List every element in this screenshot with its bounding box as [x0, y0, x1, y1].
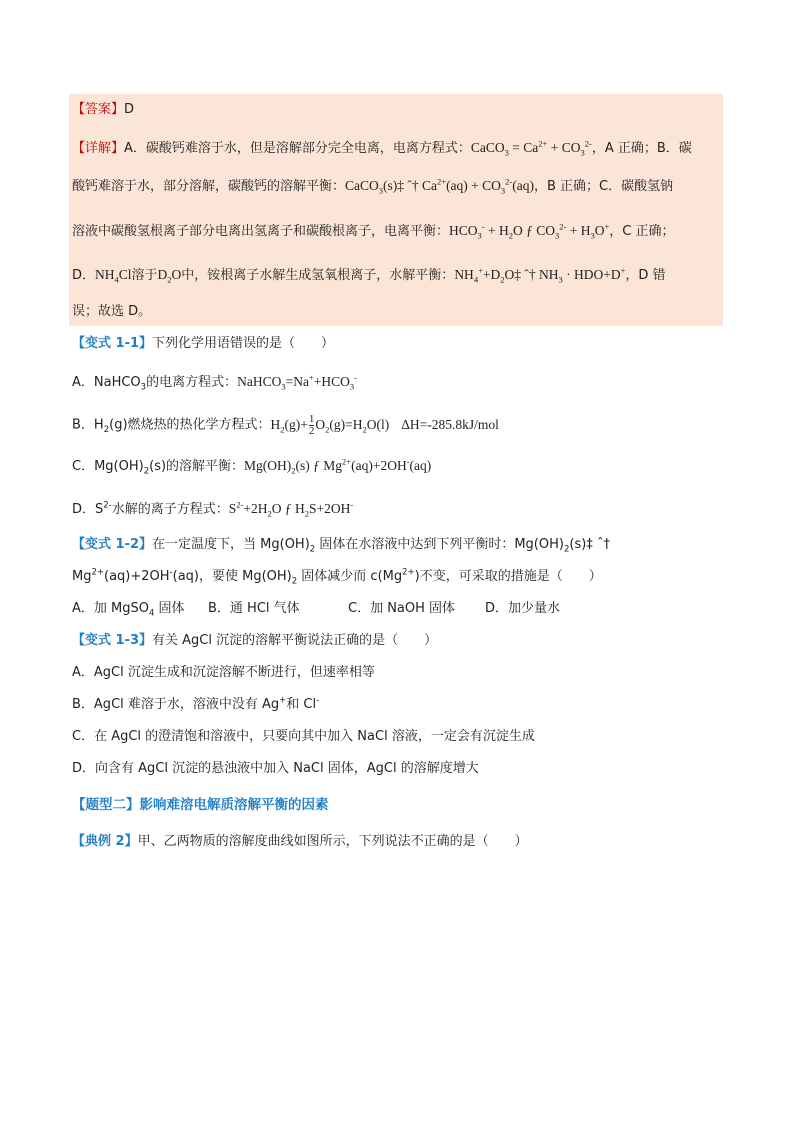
variant-1-1-option-d: D．$S^{2-}$水解的离子方程式：$S^{2-}+2H_2O$ ƒ $H_2S+2OH^-$: [72, 499, 354, 519]
formula-nh4cl: $NH_4Cl$: [95, 267, 132, 285]
answer-line: [72, 101, 134, 119]
equation-hco3-ionization: $HCO_3^- + H_2O$ ƒ $CO_3^{2-} + H_3O^+$: [449, 221, 610, 241]
variant-1-1-tag: 【变式 1-1】: [72, 336, 153, 351]
variant-1-1-option-c: C．$Mg(OH)_2(s)$的溶解平衡：$Mg(OH)_2(s)$ ƒ $Mg^{2+}(aq)+2OH^-(aq)$: [72, 456, 432, 477]
explanation-text: 溶液中碳酸氢根离子部分电离出氢离子和碳酸根离子，电离平衡：: [72, 224, 450, 239]
explanation-text: A．碳酸钙难溶于水，但是溶解部分完全电离，电离方程式：: [124, 141, 471, 156]
variant-1-3-option-d: D．向含有 AgCl 沉淀的悬浊液中加入 NaCl 固体，AgCl 的溶解度增大: [72, 761, 479, 776]
variant-1-3-option-c: C．在 AgCl 的澄清饱和溶液中，只要向其中加入 NaCl 溶液，一定会有沉淀生成: [72, 729, 535, 744]
explanation-line-1: [72, 139, 692, 158]
variant-1-2-tag: 【变式 1-2】: [72, 537, 153, 552]
explanation-line-5: [72, 303, 151, 321]
explanation-line-2: [72, 177, 673, 196]
option-a: A．加 MgSO$_4$ 固体: [72, 601, 185, 619]
variant-1-1-option-a: A．NaHCO$_3$的电离方程式：$NaHCO_3=Na^++HCO_3^-$: [72, 372, 357, 393]
variant-1-3-tag: 【变式 1-3】: [72, 633, 153, 648]
explanation-line-3: [72, 222, 675, 241]
answer-label: 【答案】: [72, 102, 125, 117]
variant-1-1-question: 【变式 1-1】下列化学用语错误的是（ ）: [72, 336, 335, 351]
answer-value: D: [124, 102, 135, 117]
explanation-line-4: D．$NH_4Cl$溶于$D_2O$中，铵根离子水解生成氢氧根离子，水解平衡：$NH_4^++D_2O\ddagger$ ˆ† $NH_3 \cdot HDO+D^+$，D 错: [72, 265, 666, 285]
example-2-tag: 【典例 2】: [72, 834, 138, 849]
option-b: B．通 HCl 气体: [208, 601, 300, 616]
answer-explanation-box: [69, 94, 723, 326]
fraction-one-half: $\frac{1}{2}$: [308, 413, 315, 437]
variant-1-3-question: 【变式 1-3】有关 AgCl 沉淀的溶解平衡说法正确的是（ ）: [72, 633, 438, 648]
variant-1-1-option-b: B．$H_2(g)$燃烧热的热化学方程式：$H_2(g)+$ $\frac{1}{2}$ $O_2(g)=H_2O(l)$ ΔH=-285.8kJ/mol: [72, 413, 499, 437]
equation-caco3-ionization: CaCO$_3$ = $Ca^{2+} + CO_3^{2-}$: [470, 138, 592, 158]
section-heading: 【题型二】影响难溶电解质溶解平衡的因素: [72, 797, 329, 813]
variant-1-2-question-line-1: 【变式 1-2】在一定温度下，当 $Mg(OH)_2$ 固体在水溶液中达到下列平衡时：$Mg(OH)_2(s)\ddagger$ ˆ†: [72, 537, 610, 555]
equation-nahco3: $NaHCO_3=Na^++HCO_3^-$: [237, 372, 357, 392]
variant-1-2-question-line-2: $Mg^{2+}(aq)+2OH^-(aq)$，要使 $Mg(OH)_2$ 固体减少而 $c(Mg^{2+})$不变，可采取的措施是（ ）: [72, 567, 602, 587]
example-2-question: 【典例 2】甲、乙两物质的溶解度曲线如图所示，下列说法不正确的是（ ）: [72, 834, 528, 849]
equation-nh4-hydrolysis: $NH_4^++D_2O\ddagger$ ˆ† $NH_3 \cdot HDO+D^+$: [454, 265, 626, 285]
variant-1-3-option-b: B．AgCl 难溶于水，溶液中没有 Ag+和 Cl-: [72, 695, 320, 712]
equation-h2-combustion: $H_2(g)+$ $\frac{1}{2}$ $O_2(g)=H_2O(l)$ ΔH=-285.8kJ/mol: [270, 413, 499, 437]
equation-s2-hydrolysis: $S^{2-}+2H_2O$ ƒ $H_2S+2OH^-$: [228, 499, 354, 519]
formula-d2o: $D_2O$: [157, 267, 182, 285]
explanation-text: ，A 正确；B．碳: [591, 141, 692, 156]
equation-mgoh2-dissolution: $Mg(OH)_2(s)$ ƒ $Mg^{2+}(aq)+2OH^-(aq)$: [244, 456, 432, 476]
equation-caco3-dissolution: CaCO$_3$(s)‡ ˆ† $Ca^{2+}(aq) + CO_3^{2-}(aq)$: [345, 176, 534, 196]
explanation-text: ，C 正确；: [609, 224, 675, 239]
explanation-label: 【详解】: [72, 141, 125, 156]
explanation-text: 误；故选 D。: [72, 304, 152, 319]
option-c: C．加 NaOH 固体: [348, 601, 456, 616]
variant-1-3-option-a: A．AgCl 沉淀生成和沉淀溶解不断进行，但速率相等: [72, 665, 375, 680]
variant-1-2-options: [72, 600, 561, 619]
explanation-text: ，B 正确；C．碳酸氢钠: [534, 179, 674, 194]
explanation-text: 酸钙难溶于水，部分溶解，碳酸钙的溶解平衡：: [72, 179, 346, 194]
option-d: D．加少量水: [485, 601, 561, 616]
